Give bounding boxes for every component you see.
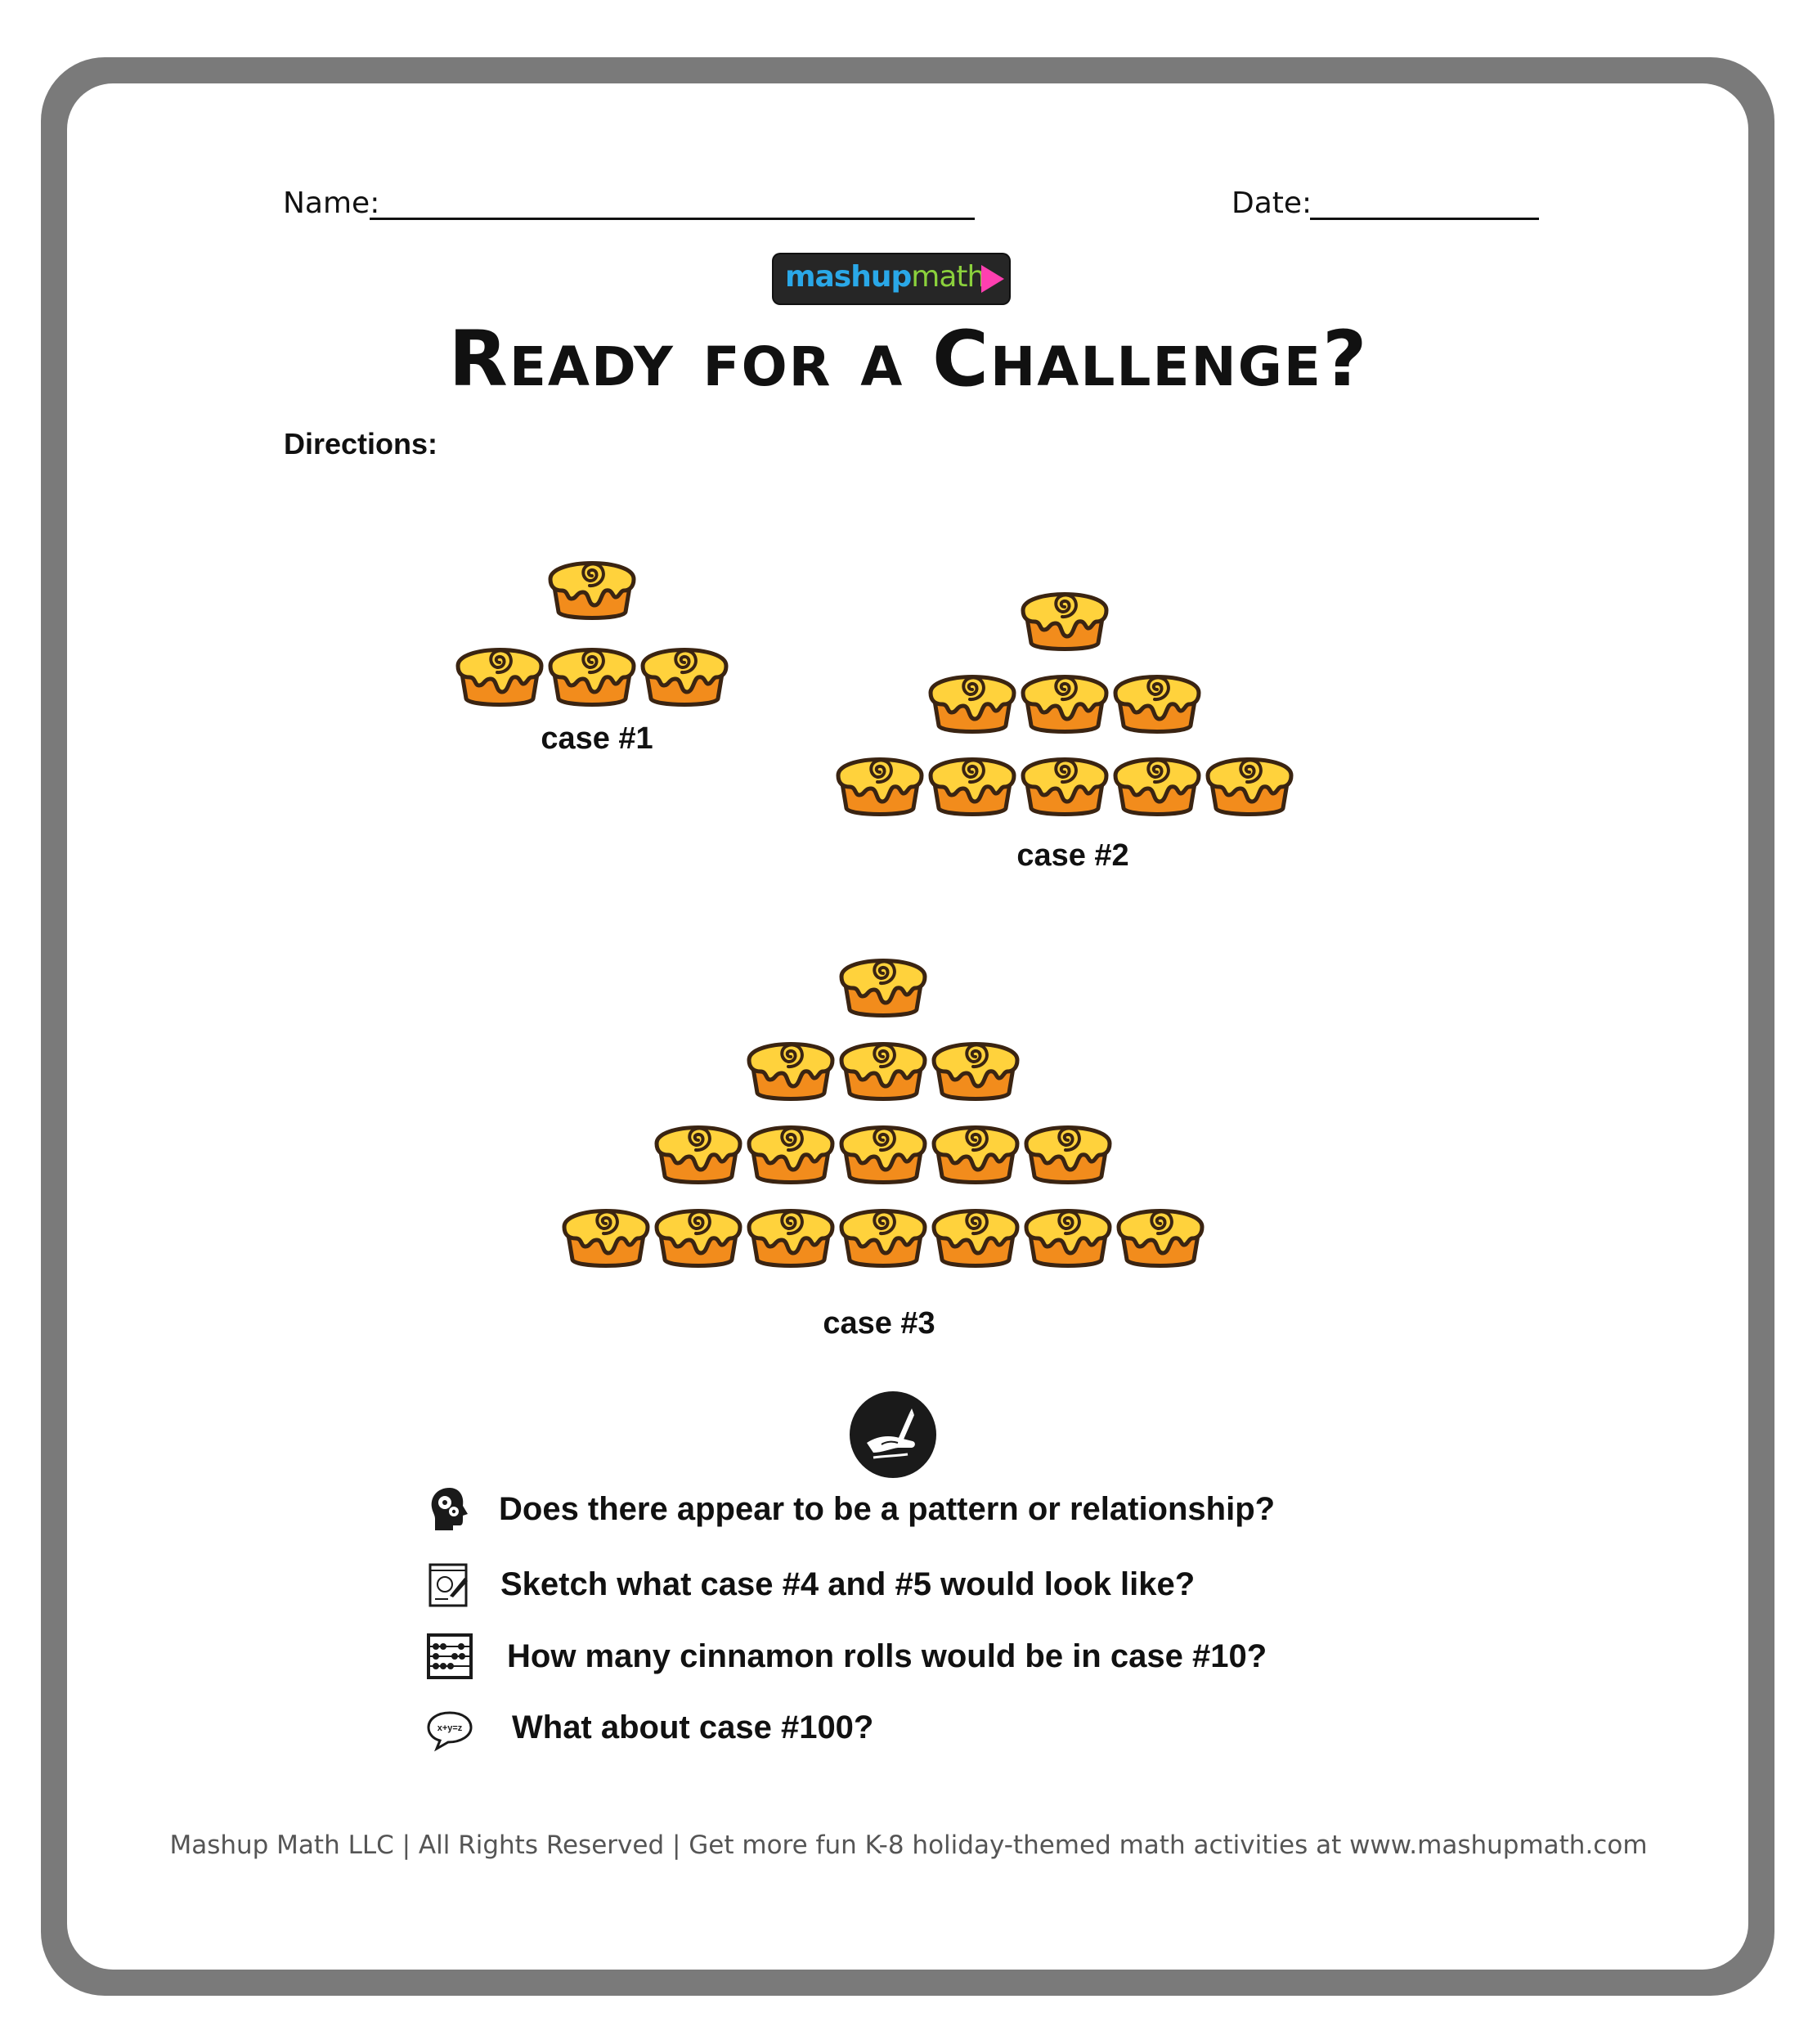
play-triangle-icon: [981, 265, 1004, 293]
cinnamon-roll: [927, 1188, 1024, 1274]
logo-text-up: up: [870, 260, 912, 294]
name-field[interactable]: [370, 218, 975, 220]
speech-bubble-text: x+y=z: [437, 1723, 463, 1733]
cinnamon-roll: [743, 1188, 839, 1274]
question-2-text: Sketch what case #4 and #5 would look like?: [500, 1566, 1196, 1602]
case-3-label: case #3: [823, 1306, 935, 1341]
name-label: Name:: [283, 186, 380, 220]
cinnamon-roll: [1109, 736, 1205, 823]
cinnamon-roll: [924, 736, 1021, 823]
question-3: [425, 1632, 1325, 1681]
cinnamon-roll: [835, 937, 931, 1024]
sketch-pad-icon: [425, 1560, 474, 1609]
logo-text-mash: mash: [785, 260, 871, 294]
cinnamon-roll: [1020, 1104, 1116, 1191]
cinnamon-roll: [1109, 654, 1205, 740]
hand-writing-icon: [849, 1390, 937, 1479]
cinnamon-roll: [927, 1104, 1024, 1191]
cinnamon-roll: [1112, 1188, 1209, 1274]
cinnamon-roll: [835, 1188, 931, 1274]
cinnamon-roll: [1016, 654, 1113, 740]
cinnamon-roll: [924, 654, 1021, 740]
cinnamon-roll: [650, 1188, 747, 1274]
date-field[interactable]: [1310, 218, 1539, 220]
question-1-text: Does there appear to be a pattern or relationship?: [499, 1491, 1276, 1527]
cinnamon-roll: [636, 627, 733, 713]
question-3-text: How many cinnamon rolls would be in case #10?: [507, 1638, 1267, 1674]
head-gears-icon: [425, 1485, 474, 1534]
case-1-label: case #1: [541, 721, 653, 756]
case-2-label: case #2: [1016, 838, 1129, 873]
cinnamon-roll: [1201, 736, 1298, 823]
cinnamon-roll: [1016, 571, 1113, 658]
question-2: [425, 1560, 1325, 1609]
footer-text: Mashup Math LLC | All Rights Reserved | Get more fun K-8 holiday-themed math activities at www.mashupmath.com: [169, 1831, 1648, 1860]
speech-bubble-equation-icon: [425, 1703, 474, 1752]
cinnamon-roll: [1020, 1188, 1116, 1274]
question-1: [425, 1485, 1325, 1534]
cinnamon-roll: [832, 736, 928, 823]
question-4: [425, 1703, 1325, 1752]
cinnamon-roll: [1016, 736, 1113, 823]
cinnamon-roll: [743, 1104, 839, 1191]
cinnamon-roll: [451, 627, 548, 713]
mashup-math-logo: [774, 254, 1009, 303]
cinnamon-roll: [558, 1188, 654, 1274]
directions-label: Directions:: [284, 427, 438, 460]
cinnamon-roll: [544, 540, 640, 627]
page-title: Ready for a Challenge?: [448, 315, 1369, 404]
cinnamon-roll: [835, 1104, 931, 1191]
abacus-icon: [425, 1632, 474, 1681]
logo-text-math: math: [911, 260, 985, 294]
cinnamon-roll: [544, 627, 640, 713]
cinnamon-roll: [835, 1021, 931, 1107]
date-label: Date:: [1232, 186, 1312, 220]
question-4-text: What about case #100?: [512, 1709, 874, 1745]
cinnamon-roll: [650, 1104, 747, 1191]
cinnamon-roll: [927, 1021, 1024, 1107]
cinnamon-roll: [743, 1021, 839, 1107]
